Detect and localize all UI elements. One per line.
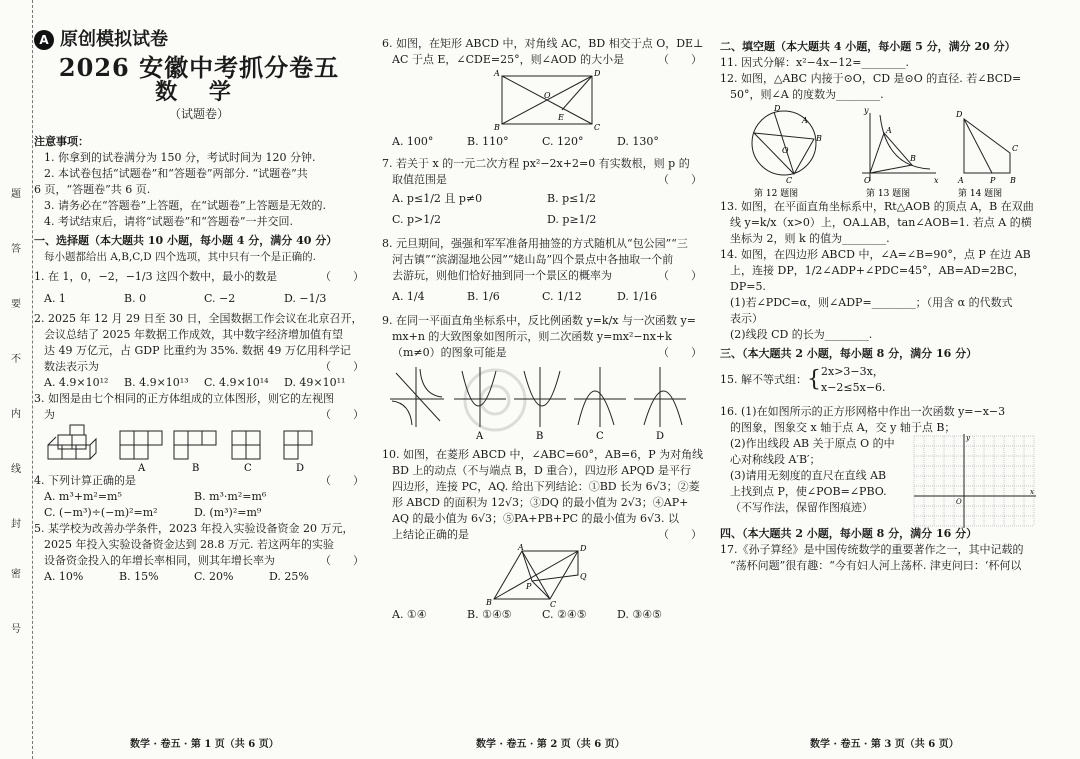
figure-label: C	[244, 463, 252, 473]
question-4	[34, 473, 364, 521]
brace-icon: {	[807, 367, 821, 392]
question-line: 5. 某学校为改善办学条件，2023 年投入实验设备资金 20 万元，	[34, 522, 354, 535]
question-line: 6. 如图，在矩形 ABCD 中，对角线 AC，BD 相交于点 O，DE⊥	[382, 37, 704, 50]
option-c: C. p>1/2	[392, 213, 441, 226]
svg-text:Q: Q	[580, 572, 587, 581]
page-footer: 数学 · 卷五 · 第 1 页（共 6 页）	[130, 739, 279, 750]
question-line: AQ 的最小值为 6√3；⑤PA+PB+PC 的最小值为 6√3. 以	[392, 512, 680, 525]
page-footer: 数学 · 卷五 · 第 2 页（共 6 页）	[476, 739, 625, 750]
question-line: BD 上的动点（不与端点 B，D 重合），四边形 APQD 是平行	[392, 464, 691, 477]
answer-bracket: （ ）	[320, 554, 364, 567]
q6-rectangle-figure	[382, 68, 702, 134]
question-10	[382, 447, 702, 623]
page-1-column	[34, 30, 364, 585]
option-a: A. 1/4	[392, 290, 425, 303]
question-line: 形 ABCD 的面积为 12√3；③DQ 的最小值为 2√3；④AP+	[392, 496, 689, 509]
answer-bracket: （ ）	[320, 270, 364, 283]
figure-label: D	[656, 431, 665, 441]
notice-item: 1. 你拿到的试卷满分为 150 分，考试时间为 120 分钟.	[44, 151, 316, 164]
question-line: (2)作出线段 AB 关于原点 O 的中	[730, 437, 895, 450]
option-d: D. (m³)²=m⁹	[194, 506, 262, 519]
svg-text:A: A	[886, 126, 892, 135]
option-a: A. m³+m²=m⁵	[44, 490, 122, 503]
option-a: A. 1	[44, 292, 66, 305]
question-line: 表示）	[730, 312, 763, 325]
option-c: C. (−m³)÷(−m)²=m²	[44, 506, 158, 519]
q3-figure	[34, 423, 354, 473]
figure-label: C	[596, 431, 604, 441]
option-a: A. 100°	[392, 135, 434, 148]
binding-char: 封	[11, 519, 21, 530]
section-1-desc: 每小题都给出 A,B,C,D 四个选项，其中只有一个是正确的.	[44, 251, 316, 263]
binding-char: 线	[11, 464, 21, 475]
option-d: D. 25%	[269, 570, 309, 583]
svg-text:O: O	[864, 176, 871, 185]
question-line: （不写作法，保留作图痕迹）	[730, 501, 873, 514]
page-2-column	[382, 36, 702, 623]
svg-text:A: A	[518, 543, 524, 552]
option-b: B. 15%	[119, 570, 159, 583]
option-b: B. p≤1/2	[547, 192, 597, 205]
paper-type: （试题卷）	[168, 107, 229, 121]
question-stem: 1. 在 1，0，−2，−1/3 这四个数中，最小的数是	[34, 270, 278, 283]
figure-caption: 第 14 题图	[958, 189, 1003, 199]
notice-item: 4. 考试结束后，请将“试题卷”和“答题卷”一并交回.	[44, 215, 293, 228]
svg-text:C: C	[786, 176, 793, 185]
binding-strip	[0, 0, 33, 759]
question-line: 9. 在同一平面直角坐标系中，反比例函数 y=k/x 与一次函数 y=	[382, 314, 696, 327]
option-c: C. 1/12	[542, 290, 582, 303]
subject-title: 数 学	[155, 79, 243, 105]
question-9	[382, 313, 702, 441]
question-line: 会议总结了 2025 年数据工作成效，其中数字经济增加值有望	[44, 328, 343, 341]
svg-text:B: B	[1010, 176, 1016, 185]
option-b: B. 4.9×10¹³	[124, 376, 189, 389]
svg-text:O: O	[544, 91, 551, 100]
question-1	[34, 269, 364, 307]
q10-rhombus-figure	[382, 543, 702, 607]
question-line: 2025 年投入实验设备资金达到 28.8 万元. 若这两年的实验	[44, 538, 334, 551]
section-1-heading: 一、选择题（本大题共 10 小题，每小题 4 分，满分 40 分）	[34, 234, 338, 247]
svg-text:y: y	[864, 106, 869, 115]
svg-text:A: A	[958, 176, 964, 185]
option-d: D. −1/3	[284, 292, 327, 305]
view-option-d	[284, 431, 312, 459]
option-a: A. ①④	[392, 608, 427, 621]
page-3-column	[720, 36, 1060, 574]
svg-text:B: B	[494, 123, 500, 132]
option-b: B. ①④⑤	[467, 608, 512, 621]
option-d: D. 49×10¹¹	[284, 376, 346, 389]
svg-text:C: C	[550, 600, 557, 607]
figure-label: D	[296, 463, 305, 473]
binding-char: 题	[11, 189, 21, 200]
binding-char: 密	[11, 569, 21, 580]
figure-label: B	[192, 463, 200, 473]
figure-caption: 第 13 题图	[866, 189, 911, 199]
option-c: C. −2	[204, 292, 236, 305]
svg-text:B: B	[816, 134, 822, 143]
option-b: B. m³·m²=m⁶	[194, 490, 267, 503]
question-line: 上结论正确的是	[392, 528, 469, 541]
graph-option-c	[574, 367, 626, 427]
question-line: 去游玩，则他们恰好抽到同一个景区的概率为	[392, 269, 612, 282]
given-graph	[390, 367, 444, 427]
question-line: (3)请用无刻度的直尺在直线 AB	[730, 469, 887, 482]
question-13	[720, 199, 1060, 247]
figure-caption: 第 12 题图	[754, 189, 799, 199]
svg-text:A: A	[494, 69, 500, 78]
question-line: 数法表示为	[44, 360, 99, 373]
notice-heading: 注意事项：	[34, 135, 89, 148]
answer-bracket: （ ）	[658, 53, 702, 66]
question-7	[382, 156, 702, 228]
question-6	[382, 36, 702, 150]
option-d: D. 1/16	[617, 290, 658, 303]
question-line: 2. 2025 年 12 月 29 日至 30 日，全国数据工作会议在北京召开，	[34, 312, 363, 325]
section-4-heading: 四、（本大题共 2 小题，每小题 8 分，满分 16 分）	[720, 527, 978, 540]
notice-item: 2. 本试卷包括“试题卷”和“答题卷”两部分. “试题卷”共	[44, 167, 308, 180]
q12-14-figures	[720, 103, 1050, 199]
binding-char: 号	[11, 624, 21, 635]
question-line: DP=5.	[730, 280, 766, 293]
svg-text:A: A	[802, 116, 808, 125]
svg-text:D: D	[774, 104, 781, 113]
graph-option-d	[634, 367, 686, 427]
option-a: A. 4.9×10¹²	[44, 376, 109, 389]
page-footer: 数学 · 卷五 · 第 3 页（共 6 页）	[810, 739, 959, 750]
svg-text:P: P	[526, 582, 532, 591]
question-14	[720, 247, 1060, 343]
svg-text:x: x	[1030, 488, 1034, 496]
question-line: (1)若∠PDC=α，则∠ADP=________；（用含 α 的代数式	[730, 296, 1013, 309]
question-2	[34, 311, 364, 391]
question-line: 12. 如图，△ABC 内接于⊙O，CD 是⊙O 的直径. 若∠BCD=	[720, 72, 1022, 85]
question-line: mx+n 的大致图象如图所示，则二次函数 y=mx²−nx+k	[392, 330, 672, 343]
svg-text:x: x	[934, 176, 939, 185]
view-option-c	[232, 431, 260, 459]
question-5	[34, 521, 364, 585]
graph-option-b	[514, 367, 566, 427]
question-16	[720, 404, 1060, 516]
option-c: C. 20%	[194, 570, 234, 583]
question-line: 河古镇”“滨湖湿地公园”“姥山岛”四个景点中各抽取一个前	[392, 253, 674, 266]
inequality-1: 2x>3−3x，	[821, 365, 884, 378]
svg-text:D: D	[594, 69, 601, 78]
option-b: B. 110°	[467, 135, 509, 148]
question-line: 3. 如图是由七个相同的正方体组成的立体图形，则它的左视图	[34, 392, 334, 405]
figure-label: A	[138, 463, 146, 473]
question-line: （m≠0）的图象可能是	[392, 346, 507, 359]
answer-bracket: （ ）	[658, 346, 702, 359]
graph-option-a	[454, 367, 506, 427]
answer-bracket: （ ）	[320, 474, 364, 487]
question-stem: 4. 下列计算正确的是	[34, 474, 136, 487]
question-line: 50°，则∠A 的度数为________.	[730, 88, 884, 101]
view-option-a	[120, 431, 162, 459]
brand-header	[34, 30, 364, 50]
option-d: D. 130°	[617, 135, 659, 148]
option-c: C. ②④⑤	[542, 608, 587, 621]
view-option-b	[174, 431, 216, 459]
question-line: 取值范围是	[392, 173, 447, 186]
q13-hyperbola-figure	[862, 113, 936, 181]
option-d: D. ③④⑤	[617, 608, 663, 621]
question-line: AC 于点 E，∠CDE=25°，则∠AOD 的大小是	[392, 53, 625, 66]
svg-text:C: C	[594, 123, 601, 132]
notice-item: 3. 请务必在“答题卷”上答题，在“试题卷”上答题是无效的.	[44, 199, 326, 212]
binding-char: 不	[11, 354, 21, 365]
option-a: A. 10%	[44, 570, 84, 583]
binding-char: 要	[11, 299, 21, 310]
question-line: 14. 如图，在四边形 ABCD 中，∠A=∠B=90°，点 P 在边 AB	[720, 248, 1031, 261]
brand-label: 原创模拟试卷	[60, 29, 168, 50]
brand-badge-icon: A	[34, 30, 54, 50]
question-line: 线 y=k/x（x>0）上，OA⊥AB，tan∠AOB=1. 若点 A 的横	[730, 216, 1032, 229]
question-line: 四边形，连接 PC，AQ. 给出下列结论：①BD 长为 6√3；②菱	[392, 480, 700, 493]
question-3	[34, 391, 364, 473]
answer-bracket: （ ）	[320, 408, 364, 421]
option-a: A. p≤1/2 且 p≠0	[392, 192, 483, 205]
binding-char: 答	[11, 244, 21, 255]
section-3-heading: 三、（本大题共 2 小题，每小题 8 分，满分 16 分）	[720, 347, 978, 360]
answer-bracket: （ ）	[658, 528, 702, 541]
svg-text:P: P	[990, 176, 996, 185]
notice-item: 6 页，“答题卷”共 6 页.	[34, 183, 151, 196]
section-2-heading: 二、填空题（本大题共 4 小题，每小题 5 分，满分 20 分）	[720, 40, 1016, 53]
svg-text:O: O	[956, 498, 962, 506]
figure-label: B	[536, 431, 544, 441]
question-line: 8. 元旦期间，强强和军军准备用抽签的方式随机从“包公园”“三	[382, 237, 688, 250]
inequality-2: x−2≤5x−6.	[821, 381, 886, 394]
solid-figure	[48, 425, 96, 459]
q9-graphs-figure	[382, 361, 702, 441]
question-line: “荡杯问题”很有趣：“今有妇人河上荡杯. 津吏问曰：‘杯何以	[730, 559, 1022, 572]
svg-text:D: D	[580, 544, 587, 553]
question-line: 10. 如图，在菱形 ABCD 中，∠ABC=60°，AB=6，P 为对角线	[382, 448, 704, 461]
question-line: 坐标为 2，则 k 的值为________.	[730, 232, 890, 245]
question-line: 为	[44, 408, 55, 421]
svg-text:C: C	[1012, 144, 1019, 153]
question-line: 上，连接 DP，1/2∠ADP+∠PDC=45°，AB=AD=2BC，	[730, 264, 1025, 277]
answer-bracket: （ ）	[658, 173, 702, 186]
question-line: 13. 如图，在平面直角坐标系中，Rt△AOB 的顶点 A，B 在双曲	[720, 200, 1034, 213]
answer-bracket: （ ）	[658, 269, 702, 282]
question-line: 设备资金投入的年增长率相同，则其年增长率为	[44, 554, 275, 567]
svg-text:B: B	[486, 598, 492, 607]
answer-bracket: （ ）	[320, 360, 364, 373]
binding-char: 内	[11, 409, 21, 420]
question-line: 心对称线段 A′B′；	[730, 453, 821, 466]
question-line: 16. (1)在如图所示的正方形网格中作出一次函数 y=−x−3	[720, 405, 1006, 418]
option-c: C. 120°	[542, 135, 584, 148]
question-15	[720, 364, 1060, 396]
q14-quadrilateral-figure	[964, 119, 1010, 173]
question-line: 的图象，图象交 x 轴于点 A，交 y 轴于点 B；	[730, 421, 956, 434]
svg-text:D: D	[956, 110, 963, 119]
svg-text:O: O	[782, 146, 789, 155]
svg-text:E: E	[558, 113, 564, 122]
svg-text:B: B	[910, 154, 916, 163]
question-line: 达 49 万亿元，占 GDP 比重约为 35%. 数据 49 万亿用科学记	[44, 344, 351, 357]
option-b: B. 0	[124, 292, 147, 305]
question-line: (2)线段 CD 的长为________.	[730, 328, 873, 341]
figure-label: A	[476, 431, 484, 441]
notice-section	[34, 134, 364, 230]
option-b: B. 1/6	[467, 290, 500, 303]
option-c: C. 4.9×10¹⁴	[204, 376, 269, 389]
question-12	[720, 71, 1060, 103]
question-8	[382, 236, 702, 305]
question-17	[720, 542, 1060, 574]
question-line: 上找到点 P，使∠POB=∠PBO.	[730, 485, 887, 498]
question-line: 17.《孙子算经》是中国传统数学的重要著作之一，其中记载的	[720, 543, 1024, 556]
option-d: D. p≥1/2	[547, 213, 597, 226]
exam-title: 2026 安徽中考抓分卷五	[58, 53, 340, 82]
question-11: 11. 因式分解：x²−4x−12=________.	[720, 56, 909, 69]
question-stem: 15. 解不等式组：	[720, 373, 807, 386]
svg-text:y: y	[966, 434, 970, 442]
question-line: 7. 若关于 x 的一元二次方程 px²−2x+2=0 有实数根，则 p 的	[382, 157, 690, 170]
q16-grid-figure	[910, 432, 1040, 532]
